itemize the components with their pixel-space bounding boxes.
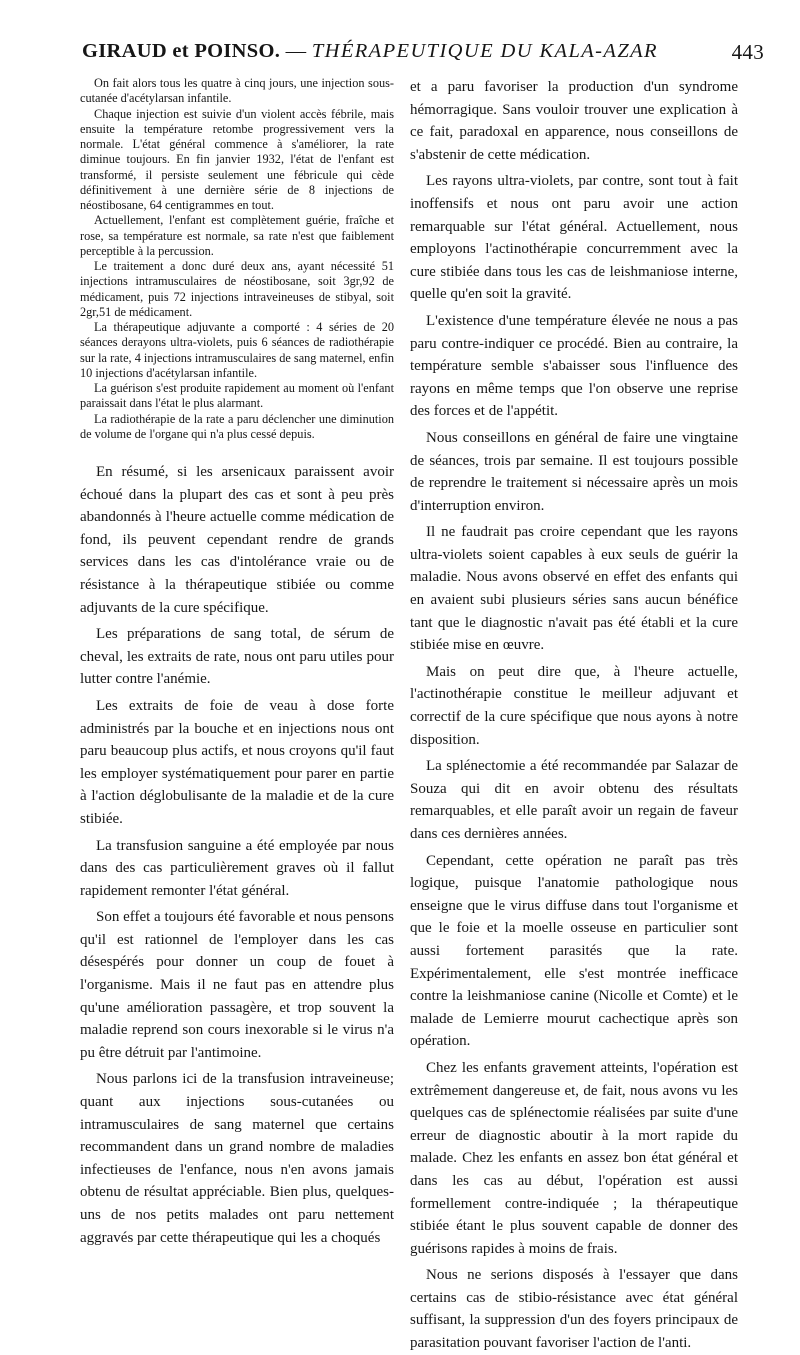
body-paragraph: En résumé, si les arsenicaux paraissent avoir échoué dans la plupart des cas et sont à peu près abandonnés à l'heure actuelle comme médication de fond, ils peuvent cependant rendre de grands services dans les cas d'intolérance vraie ou de résistance à la thérapeutique stibiée ou comme adjuvants de la cure spécifique. bbox=[80, 464, 394, 616]
body-paragraph: Chez les enfants gravement atteints, l'opération est extrêmement dangereuse et, de fait, nous avons vu les quelques cas de splénectomie réalisées par suite d'une erreur de diagnostic aboutir à la mort rapide du malade. Chez les enfants en assez bon état général et dans les cas au début, l'opération est aussi formellement contre-indiquée ; la thérapeutique stibiée étant le plus souvent capable de donner des guérisons rapides à moins de frais. bbox=[410, 1059, 738, 1257]
body-paragraph: La splénectomie a été recommandée par Salazar de Souza qui dit en avoir obtenu des résultats remarquables, et elle paraît avoir un regain de faveur dans ces dernières années. bbox=[410, 758, 738, 842]
body-paragraph: et a paru favoriser la production d'un syndrome hémorragique. Sans vouloir trouver une explication à ce fait, paradoxal en apparence, nous conseillons de s'abstenir de cette médication. bbox=[410, 79, 738, 163]
body-paragraph: Les extraits de foie de veau à dose forte administrés par la bouche et en injections nous ont paru beaucoup plus actifs, et nous croyons qu'il faut les employer systématiquement pour parer en partie à l'action déglobulisante de la maladie et de la cure stibiée. bbox=[80, 697, 394, 827]
case-paragraph: On fait alors tous les quatre à cinq jours, une injection sous-cutanée d'acétylarsan infantile. bbox=[80, 76, 394, 106]
header-authors: GIRAUD et POINSO. bbox=[82, 40, 281, 62]
body-paragraph: Nous conseillons en général de faire une vingtaine de séances, trois par semaine. Il est toujours possible de reprendre le traitement si nécessaire après un mois d'interruption environ. bbox=[410, 429, 738, 514]
page-number: 443 bbox=[731, 40, 764, 64]
left-column bbox=[80, 76, 394, 1253]
left-body-text bbox=[80, 461, 394, 1249]
header-separator: — bbox=[285, 40, 307, 62]
body-paragraph: Cependant, cette opération ne paraît pas très logique, puisque l'anatomie pathologique nous enseigne que le virus diffuse dans tout l'organisme et que le foie et la moelle osseuse en particulier sont aussi fortement parasités que la rate. Expérimentalement, elle s'est montrée inefficace contre la leishmaniose canine (Nicolle et Comte) et le malade de Lemierre mourut cachectique après son opération. bbox=[410, 852, 738, 1050]
right-column bbox=[410, 76, 738, 1355]
body-paragraph: La transfusion sanguine a été employée par nous dans des cas particulièrement graves où il fallut rapidement remonter l'état général. bbox=[80, 837, 394, 899]
case-paragraph: Le traitement a donc duré deux ans, ayant nécessité 51 injections intramusculaires de néostibosane, soit 3gr,92 de médicament, puis 72 injections intraveineuses de stibyal, soit 2gr,51 de médicament. bbox=[80, 259, 394, 319]
body-paragraph: Les rayons ultra-violets, par contre, sont tout à fait inoffensifs et nous ont paru avoir une action remarquable sur l'état général. Actuellement, nous employons l'actinothérapie concurremment avec la cure stibiée dans tous les cas de leishmaniose interne, quelle qu'en soit la gravité. bbox=[410, 173, 738, 303]
case-paragraph: La thérapeutique adjuvante a comporté : 4 séries de 20 séances derayons ultra-violets, puis 6 séances de radiothérapie sur la rate, 4 injections intramusculaires de sang maternel, enfin 10 injections d'acétylarsan infantile. bbox=[80, 320, 394, 380]
body-paragraph: Mais on peut dire que, à l'heure actuelle, l'actinothérapie constitue le meilleur adjuvant et correctif de la cure spécifique que nous ayons à notre disposition. bbox=[410, 663, 738, 748]
body-paragraph: Les préparations de sang total, de sérum de cheval, les extraits de rate, nous ont paru utiles pour lutter contre l'anémie. bbox=[80, 626, 394, 688]
case-report-block bbox=[80, 76, 394, 442]
body-paragraph: Il ne faudrait pas croire cependant que les rayons ultra-violets soient capables à eux seuls de guérir la maladie. Nous avons observé en effet des enfants qui en avaient subi plusieurs séries sans aucun bénéfice tant que le diagnostic n'avait pas été établi et la cure stibiée mise en œuvre. bbox=[410, 524, 738, 654]
body-paragraph: Son effet a toujours été favorable et nous pensons qu'il est rationnel de l'employer dans les cas désespérés pour donner un coup de fouet à l'organisme. Mais il ne faut pas en attendre plus qu'une amélioration passagère, et trop souvent la maladie reprend son cours inexorable si le virus n'a pu être détruit par l'antimoine. bbox=[80, 909, 394, 1061]
case-paragraph: La radiothérapie de la rate a paru déclencher une diminution de volume de l'organe qui n'a plus cessé depuis. bbox=[80, 411, 394, 441]
running-header bbox=[82, 40, 764, 72]
body-paragraph: Nous parlons ici de la transfusion intraveineuse; quant aux injections sous-cutanées ou intramusculaires de sang maternel que certains recommandent dans un grand nombre de maladies infectieuses de l'enfance, nous n'en avons jamais obtenu de résultat appréciable. Bien plus, quelques-uns de nos petits malades ont paru nettement aggravés par cette thérapeutique qui les a choqués bbox=[80, 1071, 394, 1246]
case-paragraph: Chaque injection est suivie d'un violent accès fébrile, mais ensuite la température retombe progressivement vers la normale. L'état général commence à s'améliorer, la rate diminue toujours. En fin janvier 1932, l'état de l'enfant est transformé, il persiste seulement une fébricule qui cède définitivement à une dernière série de 8 injections de néostibosane, 64 centigrammes en tout. bbox=[80, 106, 394, 212]
case-paragraph: La guérison s'est produite rapidement au moment où l'enfant paraissait dans l'état le plus alarmant. bbox=[80, 381, 394, 411]
case-paragraph: Actuellement, l'enfant est complètement guérie, fraîche et rose, sa température est normale, sa rate n'est que faiblement perceptible à la percussion. bbox=[80, 213, 394, 258]
right-body-text bbox=[410, 76, 738, 1355]
body-paragraph: L'existence d'une température élevée ne nous a pas paru contre-indiquer ce procédé. Bien au contraire, la température semble s'abaisser sous l'influence des rayons en même temps que l'on observe une reprise des forces et de l'appétit. bbox=[410, 312, 738, 420]
body-paragraph: Nous ne serions disposés à l'essayer que dans certains cas de stibio-résistance avec état général suffisant, la suppression d'un des foyers principaux de parasitation pouvant favoriser l'action de l'anti. bbox=[410, 1267, 738, 1352]
header-title: THÉRAPEUTIQUE DU KALA-AZAR bbox=[311, 40, 658, 62]
